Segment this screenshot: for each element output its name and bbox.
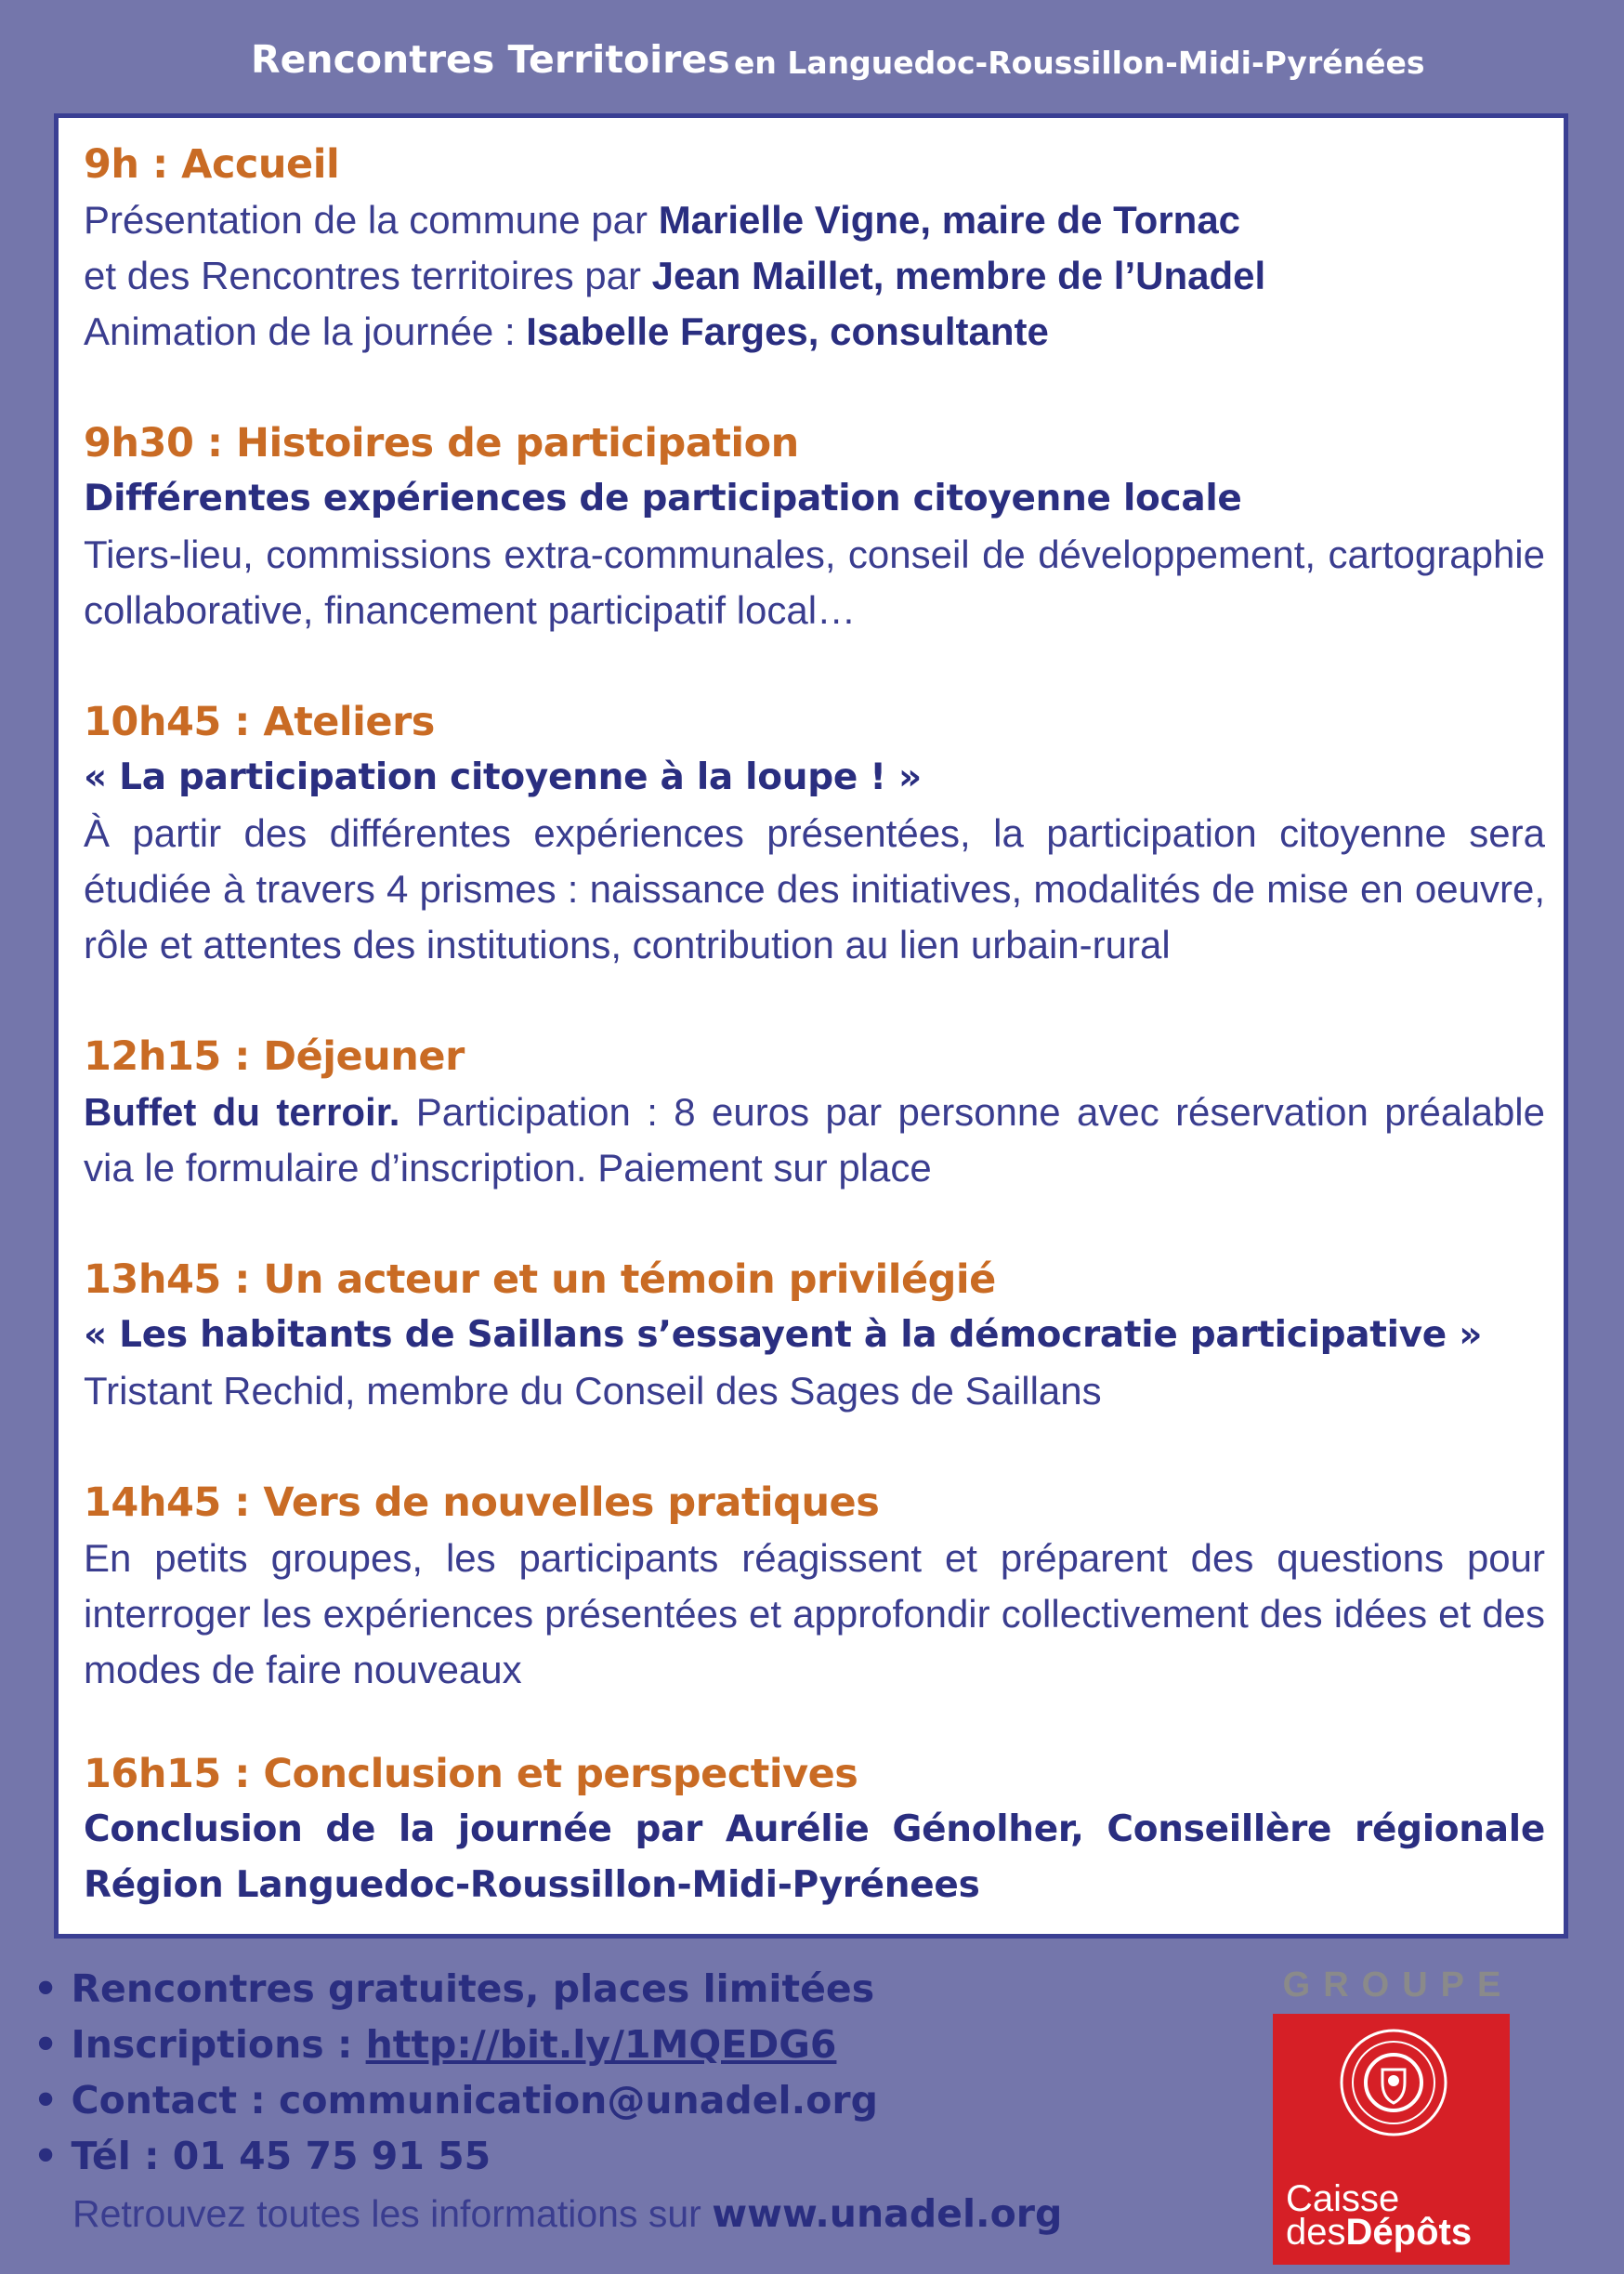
- program-time: 12h15 : Déjeuner: [84, 1033, 465, 1080]
- program-subtitle: « Les habitants de Saillans s’essayent à la démocratie participative »: [84, 1314, 1483, 1356]
- program-text: À partir des différentes expériences présentées, la participation citoyenne sera étudiée à travers 4 prismes : naissance des initiatives, modalités de mise en oeuvre, rôle et attentes des institutions, contribution au lien urbain-rural: [84, 811, 1545, 966]
- program-time: 10h45 : Ateliers: [84, 699, 435, 745]
- inscriptions-label: • Inscriptions :: [33, 2022, 366, 2067]
- program-subtitle: « La participation citoyenne à la loupe ! »: [84, 756, 922, 798]
- info-inscriptions: [33, 2017, 878, 2072]
- logo-line-1: Caisse: [1286, 2178, 1400, 2219]
- line-text: et des Rencontres territoires par: [84, 254, 652, 297]
- line-text: Animation de la journée :: [84, 309, 527, 353]
- info-free: • Rencontres gratuites, places limitées: [33, 1966, 875, 2011]
- program-subtitle: Différentes expériences de participation citoyenne locale: [84, 478, 1242, 519]
- program-time: 14h45 : Vers de nouvelles pratiques: [84, 1479, 880, 1526]
- program-item-histoires: [84, 415, 1545, 638]
- program-text: [84, 1084, 1545, 1196]
- program-text: Tristant Rechid, membre du Conseil des Sages de Saillans: [84, 1369, 1102, 1413]
- info-list: [33, 1961, 878, 2184]
- line-text: Présentation de la commune par: [84, 198, 659, 242]
- program-item-pratiques: [84, 1475, 1545, 1698]
- header-banner: [0, 0, 1624, 119]
- logo-groupe: GROUPE: [1282, 1965, 1514, 2005]
- info-contact: • Contact : communication@unadel.org: [33, 2078, 878, 2123]
- program-box: [54, 113, 1568, 1939]
- program-time: 9h30 : Histoires de participation: [84, 420, 799, 467]
- program-text: En petits groupes, les participants réagissent et préparent des questions pour interroger les expériences présentées et approfondir collectivement des idées et des modes de faire nouveaux: [84, 1536, 1545, 1691]
- program-line: [84, 248, 1545, 304]
- program-subtitle: Conclusion de la journée par Aurélie Génolher, Conseillère régionale Région Languedoc-Roussillon-Midi-Pyrénees: [84, 1808, 1545, 1906]
- website-link[interactable]: www.unadel.org: [712, 2191, 1063, 2236]
- program-item-accueil: [84, 137, 1545, 360]
- program-item-ateliers: [84, 694, 1545, 973]
- logo-des: des: [1286, 2212, 1346, 2253]
- more-info-text: Retrouvez toutes les informations sur: [72, 2192, 713, 2235]
- logo-depots: Dépôts: [1345, 2212, 1473, 2253]
- program-time: 9h : Accueil: [84, 141, 340, 188]
- logo-red-block: [1273, 2014, 1510, 2265]
- program-lead: Buffet du terroir.: [84, 1090, 400, 1134]
- line-speaker: Jean Maillet, membre de l’Unadel: [651, 254, 1266, 297]
- line-speaker: Isabelle Farges, consultante: [526, 309, 1049, 353]
- program-text: Tiers-lieu, commissions extra-communales, conseil de développement, cartographie collaborative, financement participatif local…: [84, 532, 1545, 632]
- header-title: Rencontres Territoires: [251, 37, 730, 82]
- program-line: [84, 192, 1545, 248]
- info-phone: • Tél : 01 45 75 91 55: [33, 2134, 491, 2178]
- program-time: 13h45 : Un acteur et un témoin privilégié: [84, 1256, 996, 1303]
- program-line: [84, 304, 1545, 360]
- program-item-conclusion: [84, 1746, 1545, 1913]
- program-item-temoin: [84, 1252, 1545, 1419]
- header-subtitle: en Languedoc-Roussillon-Midi-Pyrénées: [734, 45, 1425, 81]
- line-speaker: Marielle Vigne, maire de Tornac: [658, 198, 1241, 242]
- inscriptions-link[interactable]: http://bit.ly/1MQEDG6: [365, 2022, 837, 2067]
- logo-line-2: [1286, 2213, 1472, 2252]
- more-info-line: [72, 2191, 1062, 2236]
- program-item-dejeuner: [84, 1029, 1545, 1196]
- caisse-des-depots-logo: [1273, 1965, 1514, 2253]
- program-time: 16h15 : Conclusion et perspectives: [84, 1751, 858, 1797]
- seal-icon: [1338, 2027, 1449, 2138]
- program-text-body: Participation : 8 euros par personne avec réservation préalable via le formulaire d’inscription. Paiement sur place: [84, 1090, 1545, 1190]
